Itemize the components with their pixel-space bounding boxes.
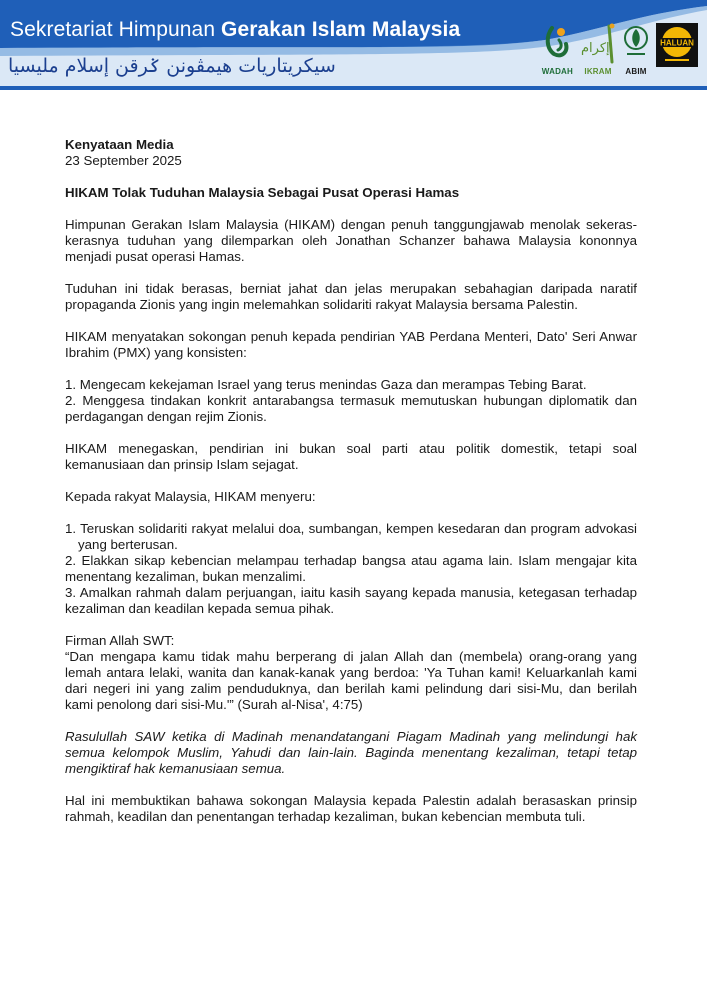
paragraph-5: Kepada rakyat Malaysia, HIKAM menyeru: (65, 489, 316, 504)
haluan-logo (655, 22, 699, 68)
haluan-emblem-icon (655, 22, 699, 68)
press-release-body (65, 137, 637, 825)
header-banner (0, 0, 707, 90)
document-date: 23 September 2025 (65, 153, 182, 168)
paragraph-2: Tuduhan ini tidak berasas, berniat jahat dan jelas merupakan sebahagian daripada naratif propaganda Zionis yang ingin melemahkan solidariti rakyat Malaysia bersama Palestin. (65, 281, 637, 312)
banner-title (10, 18, 460, 42)
abim-logo-text: ABIM (625, 67, 647, 76)
wadah-emblem-icon (542, 22, 572, 66)
banner-title-jawi: سيكريتاريات هيمڤونن ݢرقن إسلام مليسيا (8, 55, 336, 77)
abim-logo (623, 22, 649, 76)
document-label: Kenyataan Media (65, 137, 174, 152)
banner-title-bold: Gerakan Islam Malaysia (221, 18, 461, 41)
list-item: 1. Mengecam kekejaman Israel yang terus menindas Gaza dan merampas Tebing Barat. (65, 377, 587, 392)
banner-title-light: Sekretariat Himpunan (10, 18, 222, 41)
ikram-emblem-icon (579, 22, 617, 66)
wadah-logo (542, 22, 573, 76)
quote-intro: Firman Allah SWT: (65, 633, 175, 648)
list-item: 2. Elakkan sikap kebencian melampau terhadap bangsa atau agama lain. Islam mengajar kita menentang kezaliman, bukan menzalimi. (65, 553, 637, 584)
paragraph-3: HIKAM menyatakan sokongan penuh kepada pendirian YAB Perdana Menteri, Dato' Seri Anwar Ibrahim (PMX) yang konsisten: (65, 329, 637, 360)
paragraph-4: HIKAM menegaskan, pendirian ini bukan soal parti atau politik domestik, tetapi soal kemanusiaan dan prinsip Islam sejagat. (65, 441, 637, 472)
wadah-logo-text: WADAH (541, 67, 573, 76)
list-item: 3. Amalkan rahmah dalam perjuangan, iaitu kasih sayang kepada manusia, ketegasan terhadap kezaliman dan keadilan kepada semua pihak. (65, 585, 637, 616)
haluan-logo-text: HALUAN (660, 38, 694, 48)
quran-quote: “Dan mengapa kamu tidak mahu berperang di jalan Allah dan (membela) orang-orang yang lemah antara lelaki, wanita dan kanak-kanak yang berdoa: 'Ya Tuhan kami! Keluarkanlah kami dari negeri ini yang zalim penduduknya, dan berilah kami pelindung dari sisi-Mu, dan berilah kami penolong dari sisi-Mu.'” (Surah al-Nisa', 4:75) (65, 649, 637, 712)
paragraph-6: Rasulullah SAW ketika di Madinah menandatangani Piagam Madinah yang melindungi hak semua kelompok Muslim, Yahudi dan lain-lain. Baginda menentang kezaliman, tetapi tetap mengiktiraf hak kemanusiaan semua. (65, 729, 637, 776)
logo-strip (542, 22, 699, 80)
list-item: 2. Menggesa tindakan konkrit antarabangsa termasuk memutuskan hubungan diplomatik dan perdagangan dengan rejim Zionis. (65, 393, 637, 424)
paragraph-7: Hal ini membuktikan bahawa sokongan Malaysia kepada Palestin adalah berasaskan prinsip rahmah, keadilan dan penentangan terhadap kezaliman, bukan kebencian membuta tuli. (65, 793, 637, 824)
paragraph-1: Himpunan Gerakan Islam Malaysia (HIKAM) dengan penuh tanggungjawab menolak sekeras-kerasnya tuduhan yang dilemparkan oleh Jonathan Schanzer bahawa Malaysia kononnya menjadi pusat operasi Hamas. (65, 217, 637, 264)
list-item: 1. Teruskan solidariti rakyat melalui doa, sumbangan, kempen kesedaran dan program advokasi yang berterusan. (65, 521, 637, 552)
ikram-arabic-mark: إكرام (581, 41, 610, 56)
ikram-logo (579, 22, 617, 76)
document-heading: HIKAM Tolak Tuduhan Malaysia Sebagai Pusat Operasi Hamas (65, 185, 460, 200)
abim-emblem-icon (623, 22, 649, 66)
ikram-logo-text: IKRAM (584, 67, 612, 76)
